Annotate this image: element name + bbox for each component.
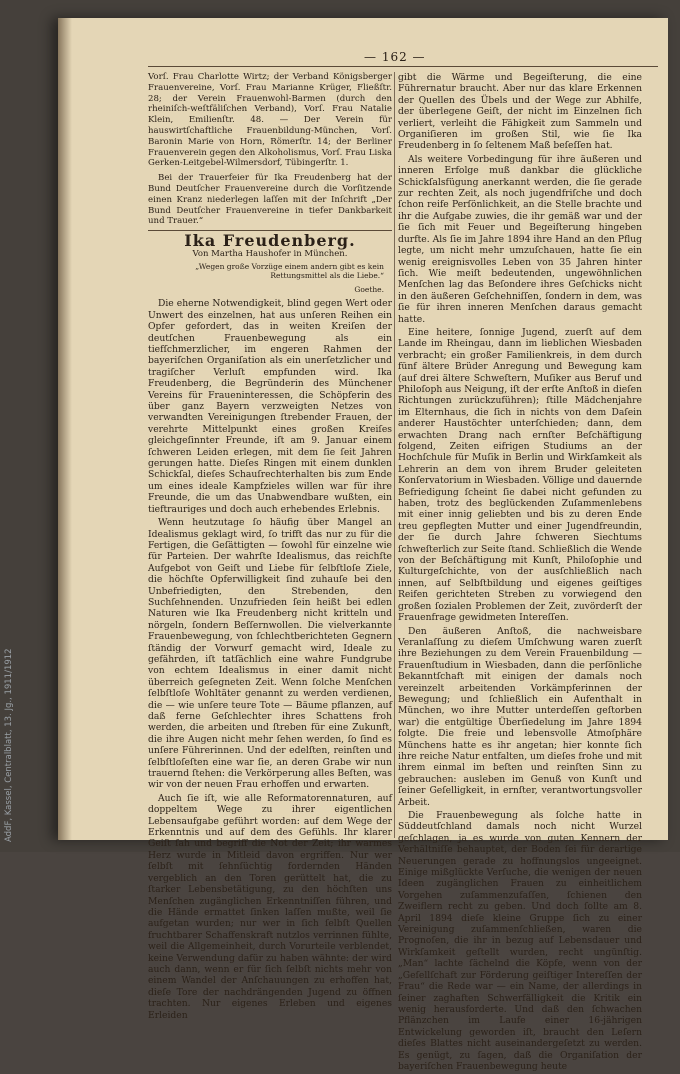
article-headline: Ika Freudenberg. xyxy=(184,231,356,251)
paragraph: Den äußeren Anſtoß, die nachweisbare Veranlaſſung zu dieſem Umſchwung waren zuerſt ihre Beziehungen zu dem Verein Frauenbildung — Frauenſtudium in Wiesbaden, dann die perſönliche Bekanntſchaft mit einigen der damals noch vereinzelt arbeitenden Vorkämpferinnen der Bewegung; und ſchließlich ein Aufenthalt in München, wo ihre Mutter unterdeſſen geſtorben war) die entgültige Überſiedelung im Jahre 1894 folgte. Die freie und lebensvolle Atmoſphäre Münchens hatte es ihr angetan; hier konnte ſich ihre reiche Natur entfalten, um dieſes frohe und mit ihrem einmal im beſten und reinſten Sinn zu gebrauchen: ausleben im Genuß von Kunſt und ſeiner Geſelligkeit, in ernſter, verantwortungsvoller Arbeit. xyxy=(398,625,642,808)
paragraph: Die eherne Notwendigkeit, blind gegen Wert oder Unwert des einzelnen, hat aus unſeren Reihen ein Opfer gefordert, das in weiten Kreiſen der deutſchen Frauenbewegung als ein tiefſchmerzlicher, im engeren Rahmen der bayeriſchen Organiſation als ein unerſetzlicher und tragiſcher Verluſt empfunden wird. Ika Freudenberg, die Begründerin des Münchener Vereins für Fraueninteressen, die Schöpferin des über ganz Bayern verzweigten Netzes von verwandten Vereinigungen ſtrebender Frauen, der verehrte Mittelpunkt eines großen Kreiſes gleichgeſinnter Freunde, iſt am 9. Januar einem ſchweren Leiden erlegen, mit dem ſie ſeit Jahren gerungen hatte. Dieſes Ringen mit einem dunklen Schickſal, dieſes Schauſrechterhalten bis zum Ende um eines ideale Kampfzieles willen war für ihre Freunde, die um das Unabwendbare wußten, ein tieftrauriges und doch auch erhebendes Erlebnis. xyxy=(148,298,392,515)
page-number: — 162 — xyxy=(364,50,426,64)
paragraph: Die Frauenbewegung als ſolche hatte in Süddeutſchland damals noch nicht Wurzel geſchlagen, ja es wurde von guten Kennern der Verhältniſſe behauptet, der Boden ſei für derartige Neuerungen gerade zu hoffnungslos ungeeignet. Einige mißglückte Verſuche, die wenigen der neuen Ideen zugänglichen Frauen zu einheitlichem Vorgehen zuſammenzufaſſen, ſchienen den Zweiflern recht zu geben. Und doch ſollte am 8. April 1894 dieſe kleine Gruppe ſich zu einer Vereinigung zuſammenſchließen, waren die Prognoſen, die ihr in bezug auf Lebensdauer und Wirkſamkeit geſtellt wurden, recht ungünſtig. „Man“ lachte ſächelnd die Köpfe, wenn von der „Geſellſchaft zur Förderung geiſtiger Intereſſen der Frau“ die Rede war — ein Name, der allerdings in ſeiner zaghaften Schwerfälligkeit die Kritik ein wenig herausforderte. Und daß den ſchwachen Pflänzchen im Laufe einer 16-jährigen Entwickelung geworden iſt, braucht den Leſern dieſes Blattes nicht auseinandergeſetzt zu werden. Es genügt, zu ſagen, daß die Organiſation der bayeriſchen Frauenbewegung heute xyxy=(398,810,642,1072)
left-column xyxy=(148,72,392,1023)
paragraph: Eine heitere, ſonnige Jugend, zuerſt auf dem Lande im Rheingau, dann im lieblichen Wiesbaden verbracht; ein großer Familienkreis, in dem durch fünf ältere Brüder Anregung und Bewegung kam (auf drei ältere Schweſtern, Muſiker aus Beruf und Philoſoph aus Neigung, iſt der erſte Anſtoß in dieſen Richtungen zurückzuführen); ſtille Mädchenjahre im Elternhaus, die ſich in nichts von dem Daſein anderer Haustöchter unterſchieden; dann, dem erwachten Drang nach ernſter Beſchäftigung folgend, Zeiten eifrigen Studiums an der Hochſchule für Muſik in Berlin und Wirkſamkeit als Lehrerin an dem von ihrem Bruder geleiteten Konſervatorium in Wiesbaden. Völlige und dauernde Befriedigung ſcheint ſie dabei nicht gefunden zu haben, trotz des beglückenden Zuſammenlebens mit einer innig geliebten und bis zu deren Ende treu gepflegten Mutter und einer Jugendfreundin, der ſie durch Jahre ſchweren Siechtums ſchweſterlich zur Seite ſtand. Schließlich die Wende von der Beſchäftigung mit Kunſt, Philoſophie und Kulturgeſchichte, von der ausſchließlich nach innen, auf Selbſtbildung und eigenes geiſtiges Reifen gerichteten Streben zu vorwiegend den großen ſozialen Problemen der Zeit, zuvörderſt der Frauenfrage gewidmeten Intereſſen. xyxy=(398,326,643,624)
paragraph: Auch ſie iſt, wie alle Reformatorennaturen, auf doppeltem Wege zu ihrer eigentlichen Lebensaufgabe geführt worden: auf dem Wege der Erkenntnis und auf dem des Gefühls. Ihr klarer Geiſt ſah und begriff die Not der Zeit; ihr warmes Herz wurde in Mitleid davon ergriffen. Nur wer ſelbſt mit ſehnſüchtig fordernden Händen vergeblich an den Toren gerüttelt hat, die zu ſtarker Lebensbetätigung, zu den höchſten uns Menſchen zugänglichen Erkenntniſſen führen, und die Hände ermattet ſinken laſſen mußte, weil ſie aufgetan wurden; nur wer in ſich ſelbſt Quellen fruchtbarer Schaffenskraft nutzlos verrinnen fühlte, weil die Allgemeinheit, durch Vorurteile verblendet, keine Verwendung dafür zu haben wähnte: der wird auch dann, wenn er für ſich ſelbſt nichts mehr von einem Wandel der Anſchauungen zu erhoffen hat, dieſe Tore der nachdrängenden Jugend zu öffnen trachten. Nur eigenes Erleben und eigenes Erleiden xyxy=(148,792,392,1021)
paragraph: gibt die Wärme und Begeiſterung, die eine Führernatur braucht. Aber nur das klare Erkennen der Quellen des Übels und der Wege zur Abhilfe, der überlegene Geiſt, der nicht im Einzelnen ſich verliert, verleiht die Fähigkeit zum Sammeln und Organiſieren im großen Stil, wie ſie Ika Freudenberg in ſo ſeltenem Maß beſeſſen hat. xyxy=(398,72,642,152)
article-motto: „Wegen große Vorzüge einem andern gibt es kein Rettungsmittel als die Liebe.“ xyxy=(195,261,384,280)
organizations-list: Vorſ. Frau Charlotte Wirtz; der Verband Königsberger Frauenvereine, Vorſ. Frau Marianne Krüger, Fließſtr. 28; der Verein Frauenwohl-Barmen (durch den rheiniſch-weſtfäliſchen Verband), Vorſ. Frau Natalie Klein, Emilienſtr. 48. — Der Verein für hauswirtſchaftliche Frauenbildung-München, Vorſ. Baronin Marie von Horn, Römerſtr. 14; der Berliner Frauenverein gegen den Alkoholismus, Vorſ. Frau Liska Gerken-Leitgebel-Wilmersdorf, Tübingerſtr. 1. xyxy=(148,72,392,169)
header-rule xyxy=(148,66,658,67)
right-column xyxy=(398,72,642,1074)
column-rule xyxy=(394,72,395,838)
page-gutter xyxy=(58,18,72,840)
archive-caption: AddF, Kassel, Centralblatt, 13. Jg., 1911/1912 xyxy=(4,648,14,842)
paragraph: Wenn heutzutage ſo häufig über Mangel an Idealismus geklagt wird, ſo trifft das nur zu für die Fertigen, die Geſättigten — ſowohl für einzelne wie für Parteien. Der wahrſte Idealismus, das reichſte Aufgebot von Geiſt und Liebe für ſelbſtloſe Ziele, die höchſte Opferwilligkeit ſind zuhauſe bei den Unbefriedigten, den Strebenden, den Suchſehnenden. Unzufrieden ſein heißt bei edlen Naturen wie Ika Freudenberg nicht kritteln und nörgeln, ſondern Beſſernwollen. Die vielverkannte Frauenbewegung, von ſchlechtberichteten Gegnern ſtändig der Vorwurf gemacht wird, Ideale zu gefährden, iſt tatſächlich eine wahre Fundgrube von echtem Idealismus in einer damit nicht überreich geſegneten Zeit. Wenn ſolche Menſchen ſelbſtloſe Wohltäter genannt zu werden verdienen, die — wie unſere teure Tote — Bäume pflanzen, auf daß ferne Geſchlechter ihres Schattens froh werden, die arbeiten und ſtreben für eine Zukunft, die ihre Augen nicht mehr ſehen werden, ſo ſind es unſere Führerinnen. Und der edelſten, reinſten und ſelbſtloſeſten eine war ſie, an deren Grabe wir nun trauernd ſtehen: die Verkörperung alles Beſten, was wir von der neuen Frau erhoffen und erwarten. xyxy=(148,517,392,791)
motto-source: Goethe. xyxy=(354,284,384,294)
paragraph: Als weitere Vorbedingung für ihre äußeren und inneren Erfolge muß dankbar die glückliche Schickſalsfügung anerkannt werden, die ſie gerade zur rechten Zeit, als noch jugendfriſche und doch ſchon reife Perſönlichkeit, an die Stelle brachte und ihr die Aufgabe zuwies, die ihr gemäß war und der ſie ſich mit Feuer und Begeiſterung hingeben durfte. Als ſie im Jahre 1894 ihre Hand an den Pflug legte, um nicht mehr umzuſchauen, hatte ſie ein wenig ereignisvolles Leben von 35 Jahren hinter ſich. Wie meiſt bedeutenden, ungewöhnlichen Menſchen lag das Beſondere ihres Geſchicks nicht in den äußeren Geſchehniſſen, ſondern in dem, was ſie für ihren inneren Menſchen daraus gemacht hatte. xyxy=(398,153,642,325)
mourning-notice: Bei der Trauerfeier für Ika Freudenberg hat der Bund Deutſcher Frauenvereine durch die Vorſitzende einen Kranz niederlegen laſſen mit der Inſchrift „Der Bund Deutſcher Frauenvereine in tiefer Dankbarkeit und Trauer.“ xyxy=(148,173,392,227)
article-byline: Von Martha Haushofer in München. xyxy=(192,248,348,259)
